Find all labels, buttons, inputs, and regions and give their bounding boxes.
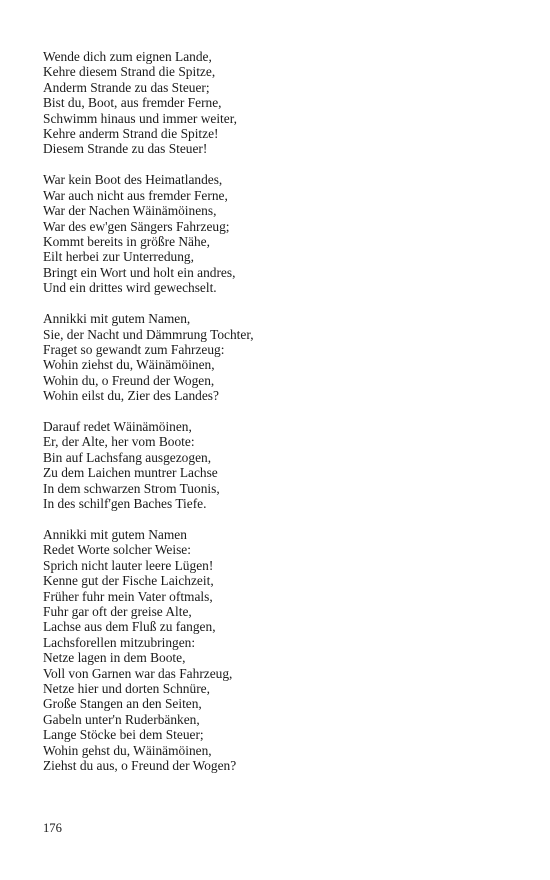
verse-line: Zu dem Laichen muntrer Lachse bbox=[43, 465, 218, 481]
verse-line: Sie, der Nacht und Dämmrung Tochter, bbox=[43, 326, 254, 342]
stanza-1 bbox=[43, 49, 503, 157]
verse-line: Bin auf Lachsfang ausgezogen, bbox=[43, 449, 212, 465]
verse-line: Kenne gut der Fische Laichzeit, bbox=[43, 573, 214, 589]
page-number: 176 bbox=[43, 821, 62, 835]
verse-line: Er, der Alte, her vom Boote: bbox=[43, 434, 195, 450]
verse-line: Lachse aus dem Fluß zu fangen, bbox=[43, 619, 216, 635]
verse-line: In des schilf'gen Baches Tiefe. bbox=[43, 496, 207, 512]
verse-line: Darauf redet Wäinämöinen, bbox=[43, 419, 192, 435]
verse-line: Bist du, Boot, aus fremder Ferne, bbox=[43, 95, 222, 111]
stanza-3 bbox=[43, 311, 503, 403]
verse-line: Lachsforellen mitzubringen: bbox=[43, 634, 196, 650]
verse-line: In dem schwarzen Strom Tuonis, bbox=[43, 480, 220, 496]
verse-line: War auch nicht aus fremder Ferne, bbox=[43, 187, 228, 203]
verse-line: Wende dich zum eignen Lande, bbox=[43, 49, 212, 64]
verse-line: Netze hier und dorten Schnüre, bbox=[43, 681, 210, 697]
verse-line: Netze lagen in dem Boote, bbox=[43, 650, 186, 666]
verse-line: War kein Boot des Heimatlandes, bbox=[43, 172, 223, 188]
verse-line: Annikki mit gutem Namen bbox=[43, 526, 187, 542]
stanza-5 bbox=[43, 527, 503, 774]
verse-line: Lange Stöcke bei dem Steuer; bbox=[43, 727, 204, 743]
verse-line: Sprich nicht lauter leere Lügen! bbox=[43, 557, 214, 573]
verse-line: Und ein drittes wird gewechselt. bbox=[43, 280, 217, 296]
stanza-4 bbox=[43, 419, 503, 511]
verse-line: Diesem Strande zu das Steuer! bbox=[43, 141, 208, 157]
verse-line: Bringt ein Wort und holt ein andres, bbox=[43, 264, 236, 280]
verse-line: Wohin eilst du, Zier des Landes? bbox=[43, 388, 219, 404]
poem-text bbox=[43, 49, 503, 789]
verse-line: Voll von Garnen war das Fahrzeug, bbox=[43, 665, 233, 681]
verse-line: Fuhr gar oft der greise Alte, bbox=[43, 604, 192, 619]
verse-line: Kommt bereits in größre Nähe, bbox=[43, 233, 210, 249]
verse-line: Wohin gehst du, Wäinämöinen, bbox=[43, 742, 212, 758]
verse-line: Anderm Strande zu das Steuer; bbox=[43, 79, 210, 95]
verse-line: Schwimm hinaus und immer weiter, bbox=[43, 110, 237, 126]
stanza-2 bbox=[43, 172, 503, 295]
verse-line: War des ew'gen Sängers Fahrzeug; bbox=[43, 218, 230, 234]
verse-line: Wohin du, o Freund der Wogen, bbox=[43, 372, 215, 388]
verse-line: War der Nachen Wäinämöinens, bbox=[43, 203, 217, 219]
verse-line: Große Stangen an den Seiten, bbox=[43, 696, 202, 712]
verse-line: Kehre anderm Strand die Spitze! bbox=[43, 126, 219, 142]
verse-line: Wohin ziehst du, Wäinämöinen, bbox=[43, 357, 215, 373]
verse-line: Früher fuhr mein Vater oftmals, bbox=[43, 588, 213, 604]
verse-line: Redet Worte solcher Weise: bbox=[43, 542, 191, 558]
verse-line: Ziehst du aus, o Freund der Wogen? bbox=[43, 758, 237, 774]
verse-line: Eilt herbei zur Unterredung, bbox=[43, 249, 194, 265]
verse-line: Fraget so gewandt zum Fahrzeug: bbox=[43, 341, 225, 357]
verse-line: Gabeln unter'n Ruderbänken, bbox=[43, 711, 200, 727]
verse-line: Annikki mit gutem Namen, bbox=[43, 311, 191, 327]
verse-line: Kehre diesem Strand die Spitze, bbox=[43, 64, 216, 80]
